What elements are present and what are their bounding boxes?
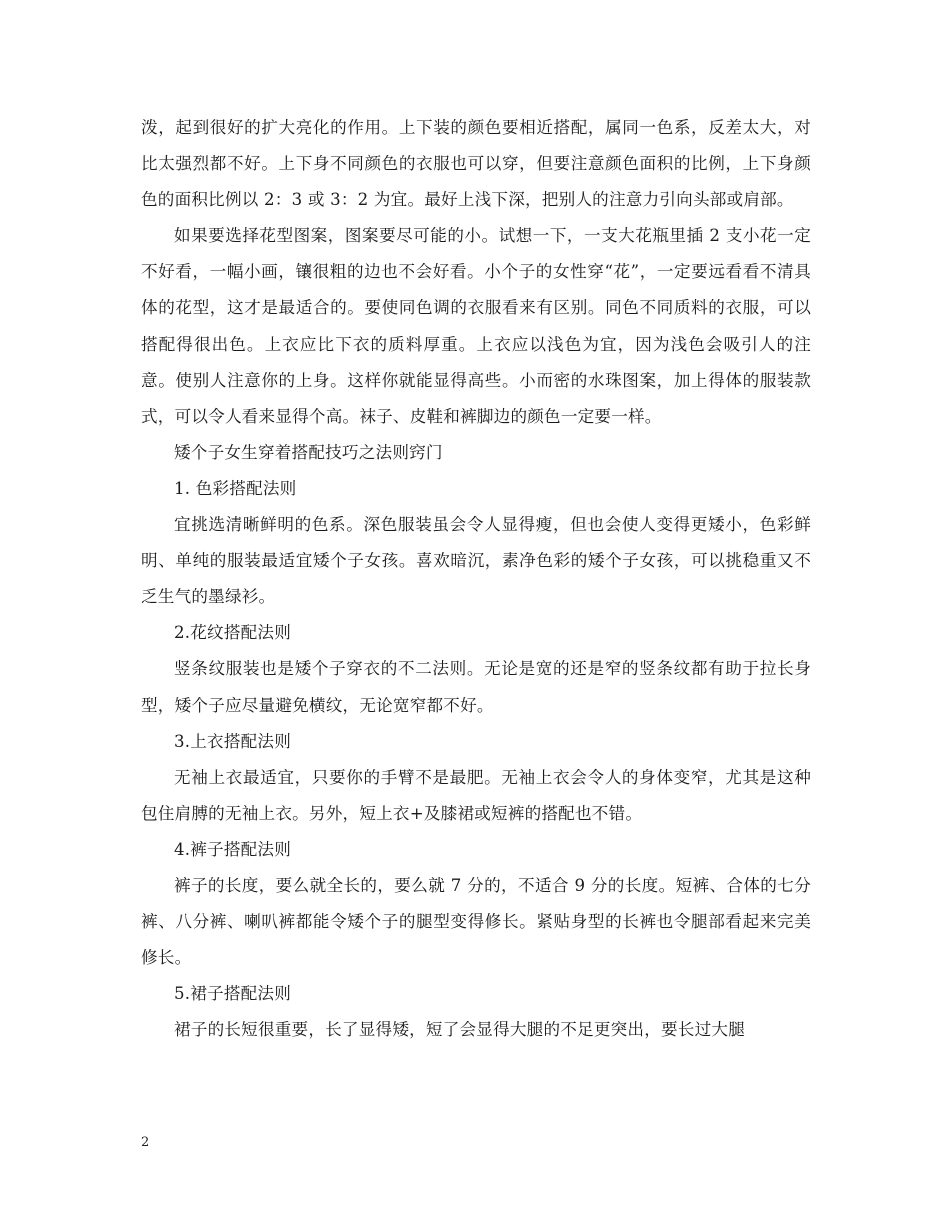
rule-heading-top: 3.上衣搭配法则 <box>174 731 291 751</box>
paragraph-pants-rule: 裤子的长度，要么就全长的，要么就 7 分的，不适合 9 分的长度。短裤、合体的七分裤、八分裤、喇叭裤都能令矮个子的腿型变得修长。紧贴身型的长裤也令腿部看起来完美修长。 <box>141 875 811 968</box>
paragraph-color-rule: 宜挑选清晰鲜明的色系。深色服装虽会令人显得瘦，但也会使人变得更矮小，色彩鲜明、单纯的服装最适宜矮个子女孩。喜欢暗沉，素净色彩的矮个子女孩，可以挑稳重又不乏生气的墨绿衫。 <box>141 515 811 607</box>
rule-heading-skirt: 5.裙子搭配法则 <box>174 984 291 1004</box>
paragraph-pattern-rule: 竖条纹服装也是矮个子穿衣的不二法则。无论是宽的还是窄的竖条纹都有助于拉长身型，矮个子应尽量避免横纹，无论宽窄都不好。 <box>141 659 811 715</box>
paragraph-continued-color-advice: 泼，起到很好的扩大亮化的作用。上下装的颜色要相近搭配，属同一色系，反差太大，对比太强烈都不好。上下身不同颜色的衣服也可以穿，但要注意颜色面积的比例，上下身颜色的面积比例以 2：3 或 3：2 为宜。最好上浅下深，把别人的注意力引向头部或肩部。 <box>141 118 811 210</box>
document-body <box>141 110 811 1048</box>
section-heading-tips: 矮个子女生穿着搭配技巧之法则窍门 <box>174 442 443 462</box>
paragraph-pattern-advice: 如果要选择花型图案，图案要尽可能的小。试想一下，一支大花瓶里插 2 支小花一定不好看，一幅小画，镶很粗的边也不会好看。小个子的女性穿“花”，一定要远看看不清具体的花型，这才是最适合的。要使同色调的衣服看来有区别。同色不同质料的衣服，可以搭配得很出色。上衣应比下衣的质料厚重。上衣应以浅色为宜，因为浅色会吸引人的注意。使别人注意你的上身。这样你就能显得高些。小而密的水珠图案，加上得体的服装款式，可以令人看来显得个高。袜子、皮鞋和裤脚边的颜色一定要一样。 <box>141 226 811 426</box>
rule-heading-pattern: 2.花纹搭配法则 <box>174 623 291 643</box>
page-number: 2 <box>141 1135 150 1150</box>
rule-heading-pants: 4.裤子搭配法则 <box>174 839 291 859</box>
rule-heading-color: 1. 色彩搭配法则 <box>174 478 297 498</box>
paragraph-skirt-rule: 裙子的长短很重要，长了显得矮，短了会显得大腿的不足更突出，要长过大腿 <box>174 1020 745 1040</box>
paragraph-top-rule: 无袖上衣最适宜，只要你的手臂不是最肥。无袖上衣会令人的身体变窄，尤其是这种包住肩膊的无袖上衣。另外，短上衣+及膝裙或短裤的搭配也不错。 <box>141 767 811 823</box>
